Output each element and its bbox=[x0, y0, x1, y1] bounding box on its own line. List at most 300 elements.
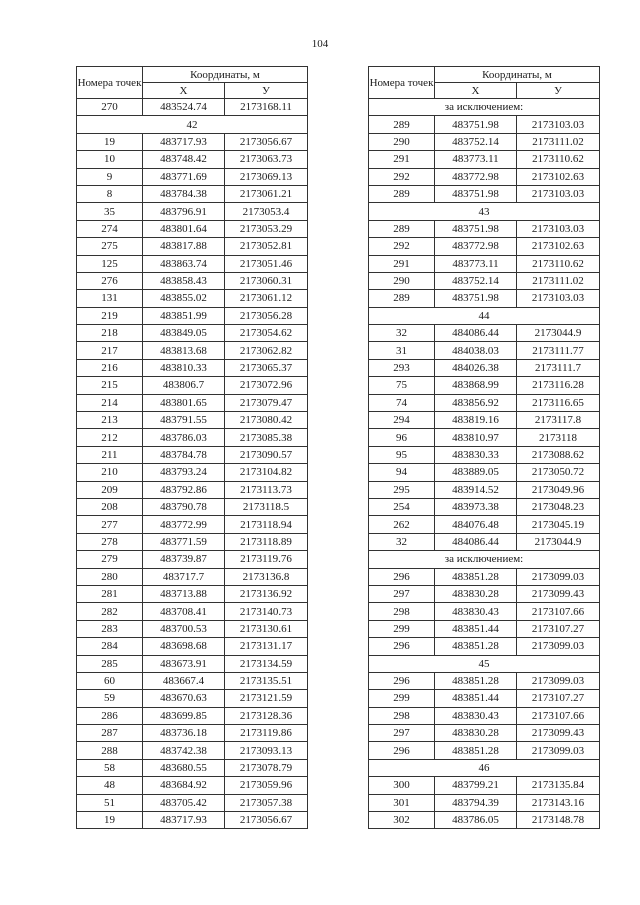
table-row bbox=[77, 151, 308, 168]
table-row bbox=[369, 99, 600, 116]
table-row bbox=[369, 725, 600, 742]
y-coordinate-cell: 2173099.03 bbox=[517, 568, 600, 585]
point-number-cell: 216 bbox=[77, 359, 143, 376]
x-coordinate-cell: 483773.11 bbox=[435, 151, 517, 168]
table-row bbox=[369, 481, 600, 498]
point-number-cell: 289 bbox=[369, 185, 435, 202]
x-coordinate-cell: 483752.14 bbox=[435, 133, 517, 150]
table-row bbox=[369, 777, 600, 794]
x-coordinate-cell: 483751.98 bbox=[435, 290, 517, 307]
table-row bbox=[77, 481, 308, 498]
point-number-cell: 301 bbox=[369, 794, 435, 811]
x-coordinate-cell: 483736.18 bbox=[143, 725, 225, 742]
y-coordinate-cell: 2173103.03 bbox=[517, 185, 600, 202]
point-number-cell: 289 bbox=[369, 220, 435, 237]
x-coordinate-cell: 483772.99 bbox=[143, 516, 225, 533]
y-coordinate-cell: 2173110.62 bbox=[517, 255, 600, 272]
point-number-cell: 254 bbox=[369, 498, 435, 515]
table-row bbox=[369, 307, 600, 324]
x-coordinate-cell: 483751.98 bbox=[435, 220, 517, 237]
point-number-cell: 276 bbox=[77, 272, 143, 289]
point-number-cell: 292 bbox=[369, 168, 435, 185]
point-number-cell: 291 bbox=[369, 255, 435, 272]
point-number-cell: 290 bbox=[369, 133, 435, 150]
x-coordinate-cell: 483717.7 bbox=[143, 568, 225, 585]
point-number-cell: 32 bbox=[369, 533, 435, 550]
table-row bbox=[77, 759, 308, 776]
table-row bbox=[77, 794, 308, 811]
point-number-cell: 289 bbox=[369, 116, 435, 133]
table-row bbox=[369, 272, 600, 289]
y-coordinate-cell: 2173099.03 bbox=[517, 672, 600, 689]
table-row bbox=[369, 464, 600, 481]
table-row bbox=[369, 377, 600, 394]
x-coordinate-cell: 483792.86 bbox=[143, 481, 225, 498]
point-number-cell: 298 bbox=[369, 603, 435, 620]
section-label: за исключением: bbox=[369, 99, 600, 116]
x-coordinate-cell: 484038.03 bbox=[435, 342, 517, 359]
table-row bbox=[369, 412, 600, 429]
point-number-cell: 75 bbox=[369, 377, 435, 394]
y-coordinate-cell: 2173057.38 bbox=[225, 794, 308, 811]
y-coordinate-cell: 2173131.17 bbox=[225, 638, 308, 655]
x-coordinate-cell: 483773.11 bbox=[435, 255, 517, 272]
x-coordinate-cell: 483742.38 bbox=[143, 742, 225, 759]
table-row bbox=[77, 307, 308, 324]
table-row bbox=[369, 325, 600, 342]
y-coordinate-cell: 2173103.03 bbox=[517, 290, 600, 307]
point-number-cell: 209 bbox=[77, 481, 143, 498]
y-coordinate-cell: 2173054.62 bbox=[225, 325, 308, 342]
point-number-cell: 277 bbox=[77, 516, 143, 533]
table-row bbox=[77, 672, 308, 689]
table-row bbox=[369, 498, 600, 515]
point-number-cell: 213 bbox=[77, 412, 143, 429]
point-number-cell: 9 bbox=[77, 168, 143, 185]
table-row bbox=[77, 185, 308, 202]
point-number-cell: 296 bbox=[369, 672, 435, 689]
x-coordinate-cell: 484076.48 bbox=[435, 516, 517, 533]
point-number-cell: 210 bbox=[77, 464, 143, 481]
table-row bbox=[369, 290, 600, 307]
table-row bbox=[369, 429, 600, 446]
x-coordinate-cell: 483793.24 bbox=[143, 464, 225, 481]
x-coordinate-cell: 483801.65 bbox=[143, 394, 225, 411]
y-coordinate-cell: 2173135.51 bbox=[225, 672, 308, 689]
section-label: 45 bbox=[369, 655, 600, 672]
point-number-cell: 297 bbox=[369, 725, 435, 742]
x-coordinate-cell: 483813.68 bbox=[143, 342, 225, 359]
table-row bbox=[369, 672, 600, 689]
header-y: У bbox=[517, 83, 600, 99]
table-row bbox=[77, 603, 308, 620]
x-coordinate-cell: 483819.16 bbox=[435, 412, 517, 429]
y-coordinate-cell: 2173140.73 bbox=[225, 603, 308, 620]
header-point-numbers: Номера точек bbox=[77, 67, 143, 99]
y-coordinate-cell: 2173072.96 bbox=[225, 377, 308, 394]
table-row bbox=[77, 133, 308, 150]
point-number-cell: 51 bbox=[77, 794, 143, 811]
table-row bbox=[369, 220, 600, 237]
x-coordinate-cell: 483830.28 bbox=[435, 585, 517, 602]
point-number-cell: 291 bbox=[369, 151, 435, 168]
x-coordinate-cell: 483673.91 bbox=[143, 655, 225, 672]
point-number-cell: 278 bbox=[77, 533, 143, 550]
point-number-cell: 283 bbox=[77, 620, 143, 637]
x-coordinate-cell: 483771.59 bbox=[143, 533, 225, 550]
y-coordinate-cell: 2173060.31 bbox=[225, 272, 308, 289]
table-row bbox=[77, 690, 308, 707]
y-coordinate-cell: 2173103.03 bbox=[517, 116, 600, 133]
y-coordinate-cell: 2173111.77 bbox=[517, 342, 600, 359]
table-row bbox=[369, 238, 600, 255]
x-coordinate-cell: 483973.38 bbox=[435, 498, 517, 515]
table-row bbox=[369, 603, 600, 620]
point-number-cell: 295 bbox=[369, 481, 435, 498]
point-number-cell: 274 bbox=[77, 220, 143, 237]
table-row bbox=[77, 203, 308, 220]
y-coordinate-cell: 2173050.72 bbox=[517, 464, 600, 481]
x-coordinate-cell: 483851.44 bbox=[435, 690, 517, 707]
point-number-cell: 290 bbox=[369, 272, 435, 289]
x-coordinate-cell: 483914.52 bbox=[435, 481, 517, 498]
coordinates-table-left bbox=[76, 66, 308, 829]
table-row bbox=[77, 116, 308, 133]
x-coordinate-cell: 483772.98 bbox=[435, 238, 517, 255]
x-coordinate-cell: 483717.93 bbox=[143, 133, 225, 150]
x-coordinate-cell: 483810.33 bbox=[143, 359, 225, 376]
table-row bbox=[77, 220, 308, 237]
point-number-cell: 275 bbox=[77, 238, 143, 255]
x-coordinate-cell: 483717.93 bbox=[143, 812, 225, 829]
table-row bbox=[77, 359, 308, 376]
x-coordinate-cell: 483830.33 bbox=[435, 446, 517, 463]
y-coordinate-cell: 2173061.21 bbox=[225, 185, 308, 202]
x-coordinate-cell: 483708.41 bbox=[143, 603, 225, 620]
point-number-cell: 299 bbox=[369, 690, 435, 707]
y-coordinate-cell: 2173061.12 bbox=[225, 290, 308, 307]
x-coordinate-cell: 483858.43 bbox=[143, 272, 225, 289]
table-row bbox=[77, 377, 308, 394]
y-coordinate-cell: 2173110.62 bbox=[517, 151, 600, 168]
x-coordinate-cell: 483799.21 bbox=[435, 777, 517, 794]
table-row bbox=[77, 464, 308, 481]
point-number-cell: 298 bbox=[369, 707, 435, 724]
x-coordinate-cell: 483868.99 bbox=[435, 377, 517, 394]
table-row bbox=[369, 707, 600, 724]
header-x: X bbox=[143, 83, 225, 99]
point-number-cell: 19 bbox=[77, 812, 143, 829]
y-coordinate-cell: 2173056.67 bbox=[225, 133, 308, 150]
x-coordinate-cell: 483791.55 bbox=[143, 412, 225, 429]
x-coordinate-cell: 483771.69 bbox=[143, 168, 225, 185]
point-number-cell: 218 bbox=[77, 325, 143, 342]
table-row bbox=[369, 255, 600, 272]
point-number-cell: 284 bbox=[77, 638, 143, 655]
y-coordinate-cell: 2173065.37 bbox=[225, 359, 308, 376]
x-coordinate-cell: 483786.05 bbox=[435, 812, 517, 829]
y-coordinate-cell: 2173056.67 bbox=[225, 812, 308, 829]
x-coordinate-cell: 483748.42 bbox=[143, 151, 225, 168]
y-coordinate-cell: 2173053.4 bbox=[225, 203, 308, 220]
table-row bbox=[369, 533, 600, 550]
y-coordinate-cell: 2173136.92 bbox=[225, 585, 308, 602]
table-row bbox=[77, 777, 308, 794]
y-coordinate-cell: 2173168.11 bbox=[225, 99, 308, 116]
y-coordinate-cell: 2173056.28 bbox=[225, 307, 308, 324]
point-number-cell: 95 bbox=[369, 446, 435, 463]
point-number-cell: 208 bbox=[77, 498, 143, 515]
table-row bbox=[369, 168, 600, 185]
point-number-cell: 8 bbox=[77, 185, 143, 202]
y-coordinate-cell: 2173099.03 bbox=[517, 742, 600, 759]
x-coordinate-cell: 483684.92 bbox=[143, 777, 225, 794]
x-coordinate-cell: 483796.91 bbox=[143, 203, 225, 220]
y-coordinate-cell: 2173048.23 bbox=[517, 498, 600, 515]
y-coordinate-cell: 2173118.94 bbox=[225, 516, 308, 533]
x-coordinate-cell: 483751.98 bbox=[435, 116, 517, 133]
y-coordinate-cell: 2173117.8 bbox=[517, 412, 600, 429]
x-coordinate-cell: 483667.4 bbox=[143, 672, 225, 689]
x-coordinate-cell: 483784.38 bbox=[143, 185, 225, 202]
table-row bbox=[369, 394, 600, 411]
header-coordinates: Координаты, м bbox=[143, 67, 308, 83]
point-number-cell: 59 bbox=[77, 690, 143, 707]
point-number-cell: 296 bbox=[369, 638, 435, 655]
y-coordinate-cell: 2173111.7 bbox=[517, 359, 600, 376]
section-label: 43 bbox=[369, 203, 600, 220]
page-number: 104 bbox=[311, 38, 329, 50]
y-coordinate-cell: 2173099.43 bbox=[517, 585, 600, 602]
x-coordinate-cell: 483830.28 bbox=[435, 725, 517, 742]
y-coordinate-cell: 2173118.5 bbox=[225, 498, 308, 515]
x-coordinate-cell: 483863.74 bbox=[143, 255, 225, 272]
point-number-cell: 19 bbox=[77, 133, 143, 150]
x-coordinate-cell: 483830.43 bbox=[435, 603, 517, 620]
table-row bbox=[77, 99, 308, 116]
table-row bbox=[77, 238, 308, 255]
y-coordinate-cell: 2173085.38 bbox=[225, 429, 308, 446]
y-coordinate-cell: 2173121.59 bbox=[225, 690, 308, 707]
y-coordinate-cell: 2173136.8 bbox=[225, 568, 308, 585]
x-coordinate-cell: 483772.98 bbox=[435, 168, 517, 185]
point-number-cell: 286 bbox=[77, 707, 143, 724]
x-coordinate-cell: 483806.7 bbox=[143, 377, 225, 394]
point-number-cell: 96 bbox=[369, 429, 435, 446]
y-coordinate-cell: 2173103.03 bbox=[517, 220, 600, 237]
table-row bbox=[77, 429, 308, 446]
x-coordinate-cell: 483524.74 bbox=[143, 99, 225, 116]
point-number-cell: 48 bbox=[77, 777, 143, 794]
x-coordinate-cell: 483817.88 bbox=[143, 238, 225, 255]
point-number-cell: 299 bbox=[369, 620, 435, 637]
section-label: за исключением: bbox=[369, 551, 600, 568]
table-row bbox=[369, 446, 600, 463]
point-number-cell: 289 bbox=[369, 290, 435, 307]
y-coordinate-cell: 2173107.27 bbox=[517, 690, 600, 707]
table-row bbox=[369, 620, 600, 637]
table-row bbox=[77, 568, 308, 585]
point-number-cell: 58 bbox=[77, 759, 143, 776]
section-label: 42 bbox=[77, 116, 308, 133]
point-number-cell: 60 bbox=[77, 672, 143, 689]
point-number-cell: 292 bbox=[369, 238, 435, 255]
point-number-cell: 282 bbox=[77, 603, 143, 620]
point-number-cell: 293 bbox=[369, 359, 435, 376]
point-number-cell: 219 bbox=[77, 307, 143, 324]
point-number-cell: 215 bbox=[77, 377, 143, 394]
x-coordinate-cell: 484086.44 bbox=[435, 325, 517, 342]
x-coordinate-cell: 483752.14 bbox=[435, 272, 517, 289]
y-coordinate-cell: 2173107.66 bbox=[517, 603, 600, 620]
table-row bbox=[77, 168, 308, 185]
y-coordinate-cell: 2173049.96 bbox=[517, 481, 600, 498]
table-row bbox=[369, 585, 600, 602]
x-coordinate-cell: 483851.28 bbox=[435, 638, 517, 655]
y-coordinate-cell: 2173062.82 bbox=[225, 342, 308, 359]
y-coordinate-cell: 2173130.61 bbox=[225, 620, 308, 637]
y-coordinate-cell: 2173090.57 bbox=[225, 446, 308, 463]
table-row bbox=[77, 638, 308, 655]
x-coordinate-cell: 483700.53 bbox=[143, 620, 225, 637]
y-coordinate-cell: 2173052.81 bbox=[225, 238, 308, 255]
point-number-cell: 297 bbox=[369, 585, 435, 602]
x-coordinate-cell: 483713.88 bbox=[143, 585, 225, 602]
y-coordinate-cell: 2173119.76 bbox=[225, 551, 308, 568]
x-coordinate-cell: 483790.78 bbox=[143, 498, 225, 515]
y-coordinate-cell: 2173116.28 bbox=[517, 377, 600, 394]
y-coordinate-cell: 2173063.73 bbox=[225, 151, 308, 168]
header-x: X bbox=[435, 83, 517, 99]
header-y: У bbox=[225, 83, 308, 99]
x-coordinate-cell: 483794.39 bbox=[435, 794, 517, 811]
table-row bbox=[77, 812, 308, 829]
y-coordinate-cell: 2173088.62 bbox=[517, 446, 600, 463]
point-number-cell: 31 bbox=[369, 342, 435, 359]
table-row bbox=[77, 551, 308, 568]
table-row bbox=[369, 551, 600, 568]
y-coordinate-cell: 2173134.59 bbox=[225, 655, 308, 672]
point-number-cell: 214 bbox=[77, 394, 143, 411]
point-number-cell: 280 bbox=[77, 568, 143, 585]
y-coordinate-cell: 2173119.86 bbox=[225, 725, 308, 742]
point-number-cell: 125 bbox=[77, 255, 143, 272]
y-coordinate-cell: 2173116.65 bbox=[517, 394, 600, 411]
x-coordinate-cell: 483680.55 bbox=[143, 759, 225, 776]
table-row bbox=[369, 516, 600, 533]
point-number-cell: 32 bbox=[369, 325, 435, 342]
table-row bbox=[369, 342, 600, 359]
section-label: 46 bbox=[369, 759, 600, 776]
table-row bbox=[369, 655, 600, 672]
table-row bbox=[77, 742, 308, 759]
table-row bbox=[369, 203, 600, 220]
point-number-cell: 287 bbox=[77, 725, 143, 742]
table-row bbox=[77, 707, 308, 724]
y-coordinate-cell: 2173079.47 bbox=[225, 394, 308, 411]
y-coordinate-cell: 2173143.16 bbox=[517, 794, 600, 811]
point-number-cell: 302 bbox=[369, 812, 435, 829]
x-coordinate-cell: 483851.44 bbox=[435, 620, 517, 637]
table-row bbox=[369, 568, 600, 585]
table-row bbox=[77, 255, 308, 272]
x-coordinate-cell: 483855.02 bbox=[143, 290, 225, 307]
x-coordinate-cell: 483670.63 bbox=[143, 690, 225, 707]
x-coordinate-cell: 483889.05 bbox=[435, 464, 517, 481]
point-number-cell: 212 bbox=[77, 429, 143, 446]
x-coordinate-cell: 483751.98 bbox=[435, 185, 517, 202]
table-row bbox=[369, 690, 600, 707]
point-number-cell: 10 bbox=[77, 151, 143, 168]
y-coordinate-cell: 2173111.02 bbox=[517, 133, 600, 150]
table-row bbox=[77, 412, 308, 429]
point-number-cell: 288 bbox=[77, 742, 143, 759]
point-number-cell: 217 bbox=[77, 342, 143, 359]
point-number-cell: 262 bbox=[369, 516, 435, 533]
table-row bbox=[77, 342, 308, 359]
table-row bbox=[77, 516, 308, 533]
table-row bbox=[77, 290, 308, 307]
y-coordinate-cell: 2173051.46 bbox=[225, 255, 308, 272]
header-coordinates: Координаты, м bbox=[435, 67, 600, 83]
y-coordinate-cell: 2173107.66 bbox=[517, 707, 600, 724]
y-coordinate-cell: 2173069.13 bbox=[225, 168, 308, 185]
table-row bbox=[77, 325, 308, 342]
table-row bbox=[369, 185, 600, 202]
y-coordinate-cell: 2173107.27 bbox=[517, 620, 600, 637]
table-row bbox=[369, 794, 600, 811]
y-coordinate-cell: 2173148.78 bbox=[517, 812, 600, 829]
y-coordinate-cell: 2173044.9 bbox=[517, 533, 600, 550]
x-coordinate-cell: 483830.43 bbox=[435, 707, 517, 724]
point-number-cell: 296 bbox=[369, 568, 435, 585]
x-coordinate-cell: 483739.87 bbox=[143, 551, 225, 568]
table-row bbox=[77, 498, 308, 515]
y-coordinate-cell: 2173099.03 bbox=[517, 638, 600, 655]
table-row bbox=[77, 585, 308, 602]
x-coordinate-cell: 484086.44 bbox=[435, 533, 517, 550]
y-coordinate-cell: 2173059.96 bbox=[225, 777, 308, 794]
table-row bbox=[77, 655, 308, 672]
table-row bbox=[369, 812, 600, 829]
y-coordinate-cell: 2173111.02 bbox=[517, 272, 600, 289]
table-row bbox=[77, 533, 308, 550]
point-number-cell: 294 bbox=[369, 412, 435, 429]
y-coordinate-cell: 2173093.13 bbox=[225, 742, 308, 759]
point-number-cell: 211 bbox=[77, 446, 143, 463]
point-number-cell: 285 bbox=[77, 655, 143, 672]
x-coordinate-cell: 483786.03 bbox=[143, 429, 225, 446]
x-coordinate-cell: 483705.42 bbox=[143, 794, 225, 811]
point-number-cell: 279 bbox=[77, 551, 143, 568]
x-coordinate-cell: 483699.85 bbox=[143, 707, 225, 724]
table-row bbox=[77, 725, 308, 742]
table-row bbox=[77, 620, 308, 637]
table-row bbox=[369, 116, 600, 133]
table-row bbox=[369, 151, 600, 168]
table-row bbox=[369, 638, 600, 655]
y-coordinate-cell: 2173104.82 bbox=[225, 464, 308, 481]
y-coordinate-cell: 2173099.43 bbox=[517, 725, 600, 742]
y-coordinate-cell: 2173102.63 bbox=[517, 238, 600, 255]
coordinates-table-right bbox=[368, 66, 600, 829]
x-coordinate-cell: 483851.28 bbox=[435, 672, 517, 689]
point-number-cell: 35 bbox=[77, 203, 143, 220]
y-coordinate-cell: 2173118.89 bbox=[225, 533, 308, 550]
x-coordinate-cell: 483851.28 bbox=[435, 742, 517, 759]
table-row bbox=[369, 759, 600, 776]
x-coordinate-cell: 483810.97 bbox=[435, 429, 517, 446]
